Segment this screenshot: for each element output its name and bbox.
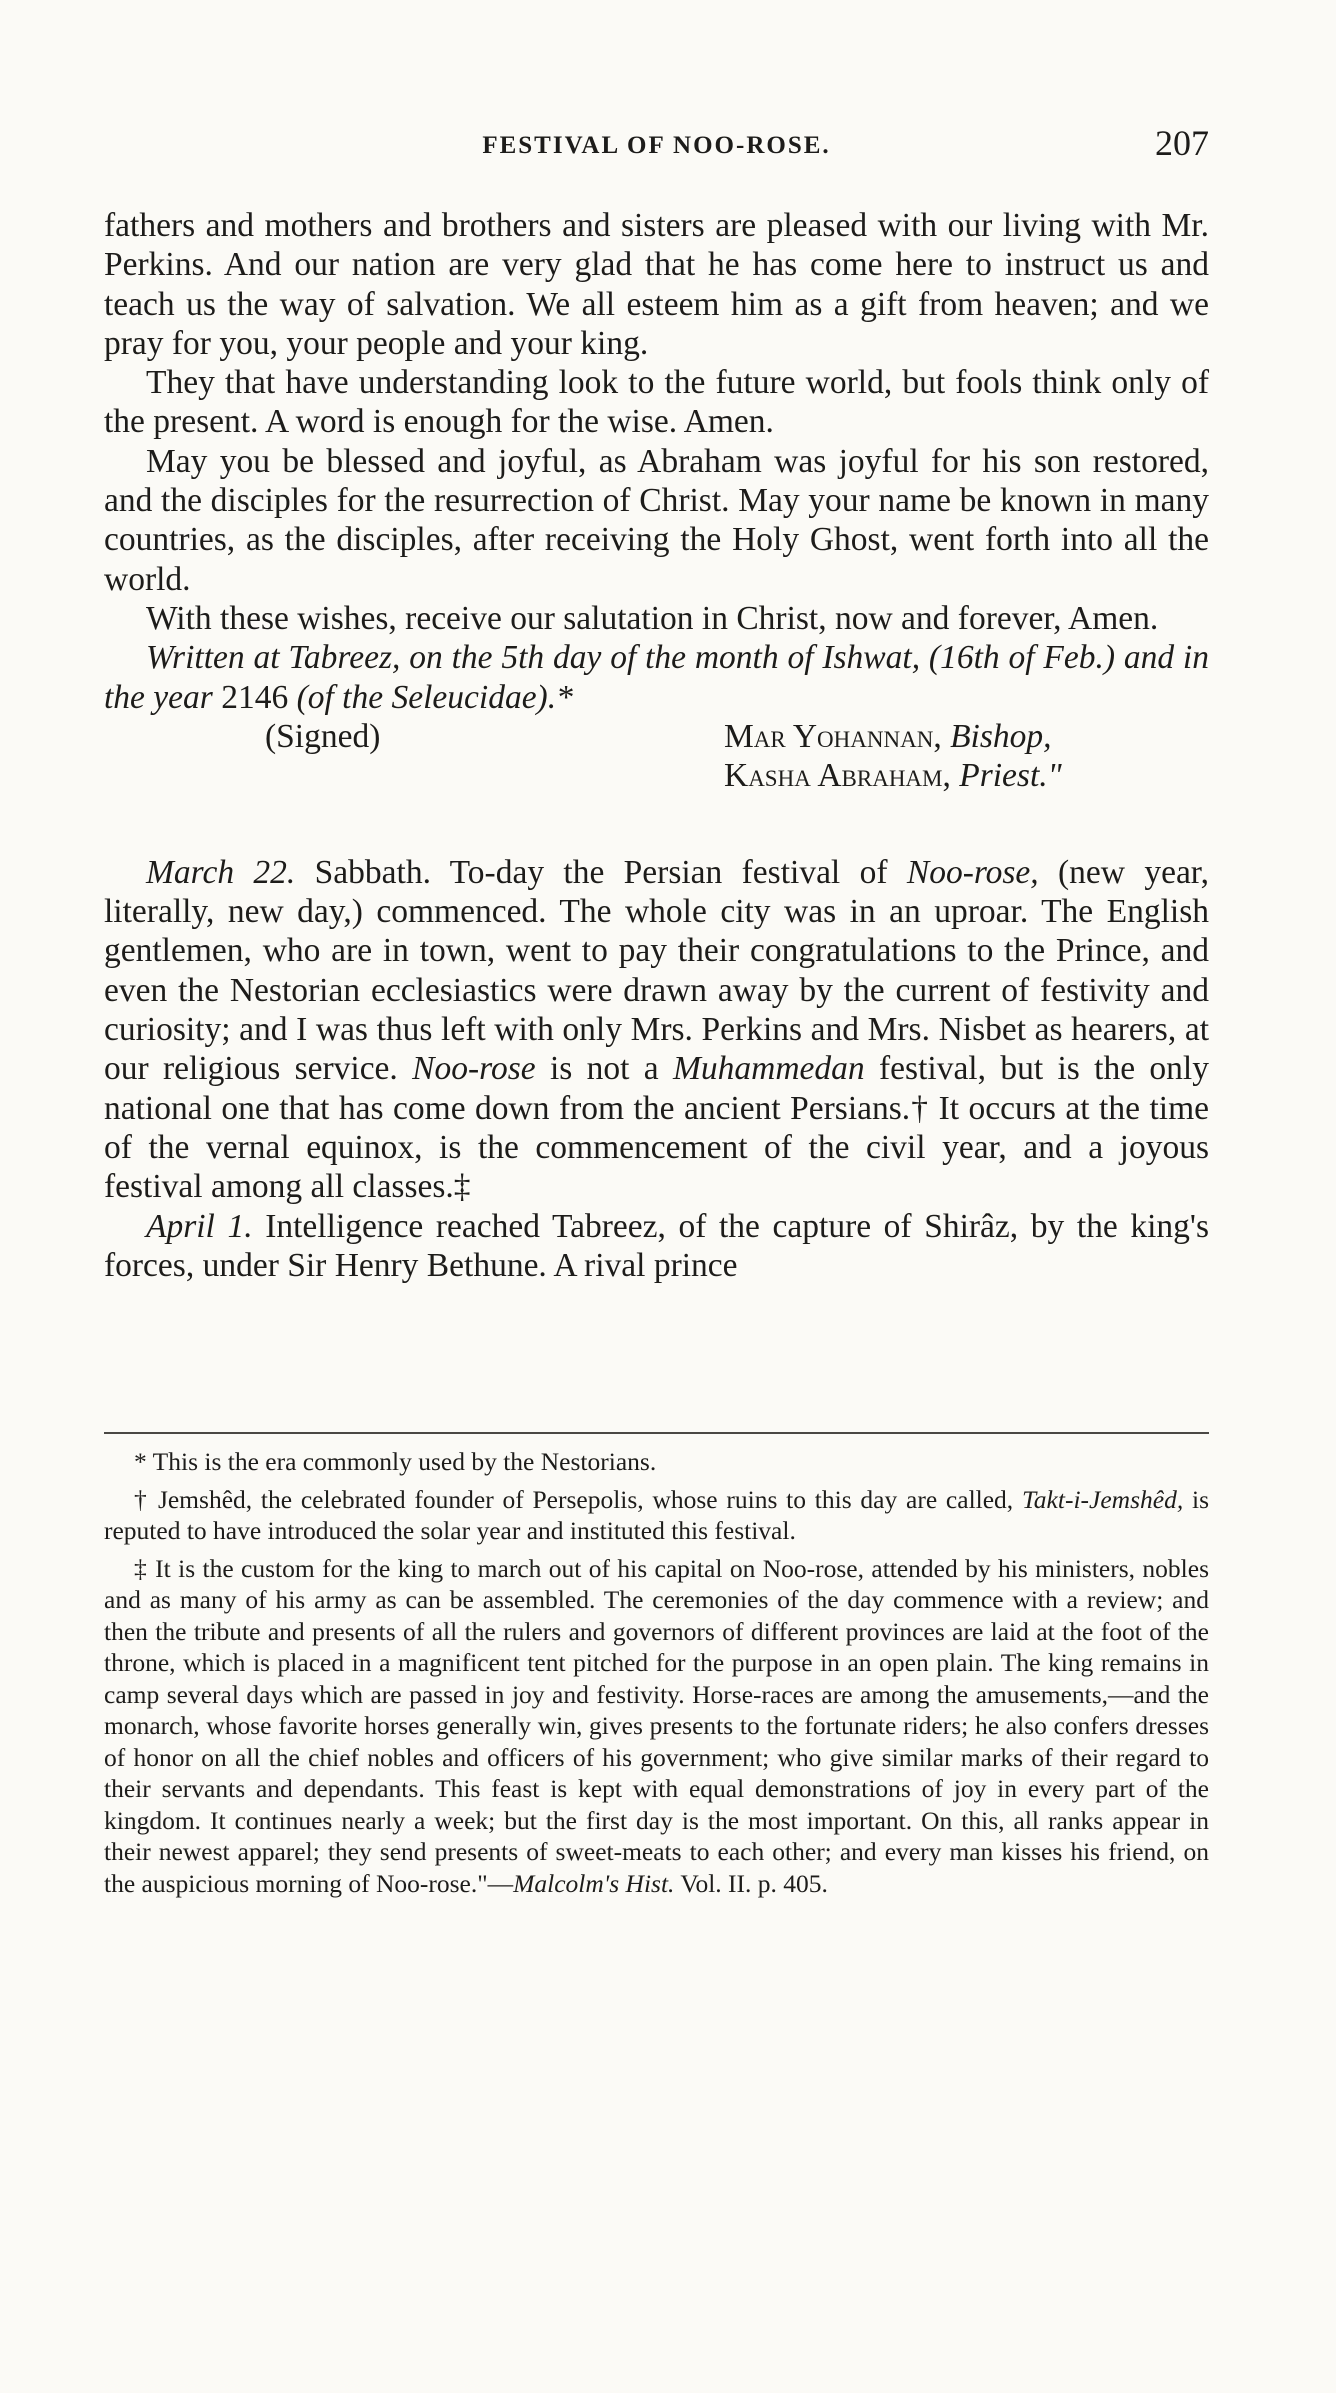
letter-paragraph-2: They that have understanding look to the future world, but fools think only of the present. A word is enough for the wise. Amen.: [104, 364, 1209, 441]
entry-text-c: is not a: [535, 1050, 673, 1088]
footnote-2: [104, 1484, 1209, 1547]
footnote-3: [104, 1553, 1209, 1900]
entry-text-d: festival, but is the only national one that has come down from the ancient Persians.† It occurs at the time of the vernal equinox, is the commencement of the civil year, and a joyous festival among all classes.‡: [104, 1050, 1209, 1206]
entry-date-april-1: April 1.: [146, 1207, 253, 1245]
entry-text-b: (new year, literally, new day,) commenced. The whole city was in an uproar. The English gentlemen, who are in town, went to pay their congratulations to the Prince, and even the Nestorian ecclesiastics were drawn away by the current of festivity and curiosity; and I was thus left with only Mrs. Perkins and Mrs. Nisbet as hearers, at our religious service.: [104, 853, 1209, 1088]
letter-dateline: [104, 638, 1209, 717]
footnote-3-source: Malcolm's Hist.: [513, 1868, 675, 1898]
signatory-title-2: Priest.": [959, 756, 1062, 794]
journal-entry-march-22: [104, 853, 1209, 1207]
running-head: [104, 123, 1209, 172]
footnotes: [104, 1446, 1209, 1905]
term-muhammedan: Muhammedan: [673, 1050, 865, 1088]
footnote-2-text-a: † Jemshêd, the celebrated founder of Persepolis, whose ruins to this day are called,: [134, 1484, 1022, 1514]
entry-date-march-22: March 22.: [146, 853, 296, 891]
signature-block: [104, 717, 1209, 835]
dateline-part-2: (16th of Feb.) and in the year: [104, 639, 1209, 716]
body-text: [104, 206, 1209, 1285]
signatory-name-2: Kasha Abraham,: [724, 756, 951, 794]
signatory-title-1: Bishop,: [950, 717, 1052, 755]
entry-text-a: Sabbath. To-day the Persian festival of: [295, 853, 907, 891]
footnote-1: * This is the era commonly used by the Nestorians.: [134, 1447, 657, 1476]
running-title: FESTIVAL OF NOO-ROSE.: [482, 132, 831, 159]
footnote-divider: [104, 1432, 1209, 1434]
section-spacer: [104, 835, 1209, 853]
journal-entry-april-1: [104, 1207, 1209, 1286]
signatory-name-1: Mar Yohannan,: [724, 717, 942, 755]
dateline-year: 2146: [221, 678, 289, 716]
letter-paragraph-1: fathers and mothers and brothers and sisters are pleased with our living with Mr. Perkins. And our nation are very glad that he has come here to instruct us and teach us the way of salvation. We all esteem him as a gift from heaven; and we pray for you, your people and your king.: [104, 207, 1209, 362]
signed-label: (Signed): [265, 717, 381, 755]
term-noo-rose-2: Noo-rose: [412, 1050, 536, 1088]
dateline-part-3: (of the Seleucidae).*: [288, 678, 573, 716]
signatory-priest: [724, 756, 1062, 795]
term-noo-rose-1: Noo-rose,: [906, 853, 1039, 891]
footnote-3-text: ‡ It is the custom for the king to march out of his capital on Noo-rose, attended by his ministers, nobles and as many of his army as can be assembled. The ceremonies of the day commence with a review; and then the tribute and presents of all the rulers and governors of different provinces are laid at the foot of the throne, which is placed in a magnificent tent pitched for the purpose in an open plain. The king remains in camp several days which are passed in joy and festivity. Horse-races are among the amusements,—and the monarch, whose favorite horses generally win, gives presents to the fortunate riders; he also confers dresses of honor on all the chief nobles and officers of his government; who give similar marks of their regard to their servants and dependants. This feast is kept with equal demonstrations of joy in every part of the kingdom. It continues nearly a week; but the first day is the most important. On this, all ranks appear in their newest apparel; they send presents of sweet-meats to each other; and every man kisses his friend, on the auspicious morning of Noo-rose."—: [104, 1553, 1209, 1898]
signatory-bishop: [724, 717, 1052, 756]
footnote-3-ref: Vol. II. p. 405.: [674, 1868, 828, 1898]
page-number: 207: [1155, 123, 1209, 163]
footnote-2-text-b: is reputed to have introduced the solar year and instituted this festival.: [104, 1484, 1209, 1545]
letter-paragraph-3: May you be blessed and joyful, as Abraham was joyful for his son restored, and the disciples for the resurrection of Christ. May your name be known in many countries, as the disciples, after receiving the Holy Ghost, went forth into all the world.: [104, 442, 1209, 598]
footnote-2-term: Takt-i-Jemshêd,: [1021, 1484, 1184, 1514]
letter-paragraph-4: With these wishes, receive our salutation in Christ, now and forever, Amen.: [146, 599, 1159, 637]
dateline-part-1: Written at Tabreez, on the 5th day of the month of Ishwat,: [146, 639, 921, 677]
entry-text-april: Intelligence reached Tabreez, of the capture of Shirâz, by the king's forces, under Sir Henry Bethune. A rival prince: [104, 1207, 1209, 1284]
